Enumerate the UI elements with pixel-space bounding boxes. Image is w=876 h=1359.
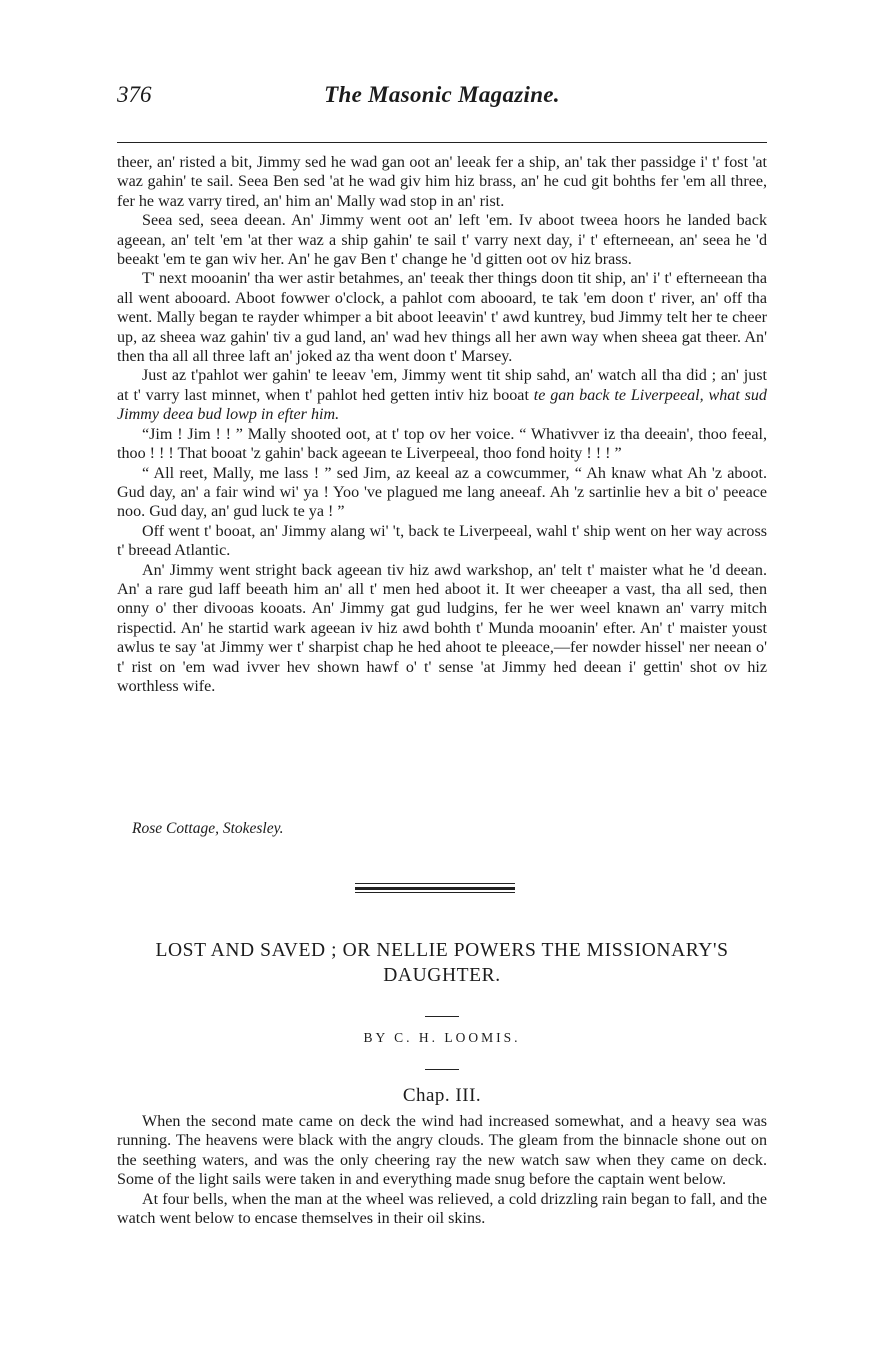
paragraph: T' next mooanin' tha wer astir betahmes, an' teeak ther things doon tit ship, an' i' t' efterneean tha all went abooard. Aboot fowwer o'clock, a pahlot com abooard, te tak 'em doon t' river, an' off tha went. Mally began te rayder whimper a bit aboot leeavin' t' awd kuntrey, bud Jimmy telt her te cheer up, az sheea waz gahin' tiv a gud land, an' wad hev things all her awn way when sheea gat theer. An' then tha all all three laft an' joked az tha went doon t' Marsey.: [117, 270, 767, 366]
section-divider: [355, 883, 515, 884]
paragraph-italic-text: te gan back te Liverpeeal, what sud Jimmy deea bud lowp in efter him.: [117, 386, 767, 424]
paragraph: “Jim ! Jim ! ! ” Mally shooted oot, at t' top ov her voice. “ Whativver iz tha deeain', thoo feeal, thoo ! ! ! That booat 'z gahin' back ageean te Liverpeeal, thoo fond hoity ! ! ! ”: [117, 425, 767, 463]
paragraph: Off went t' booat, an' Jimmy alang wi' 't, back te Liverpeeal, wahl t' ship went on her way across t' breead Atlantic.: [117, 522, 767, 560]
section-divider: [355, 892, 515, 893]
byline: BY C. H. LOOMIS.: [363, 1030, 521, 1045]
story2-text: [117, 1112, 767, 1228]
running-title: The Masonic Magazine.: [324, 82, 560, 107]
page-number: 376: [117, 82, 152, 107]
paragraph: theer, an' risted a bit, Jimmy sed he wad gan oot an' leeak fer a ship, an' tak ther passidge i' t' fost 'at waz gahin' te sail. Seea Ben sed 'at he wad giv him hiz brass, an' he cud git bohths fer 'em all three, fer he waz varry tired, an' him an' Mally wad stop in an' rist.: [117, 154, 767, 210]
title-rule: [425, 1016, 459, 1017]
author-location: Rose Cottage, Stokesley.: [132, 820, 284, 837]
paragraph: At four bells, when the man at the wheel was relieved, a cold drizzling rain began to fall, and the watch went below to encase themselves in their oil skins.: [117, 1190, 767, 1228]
header-rule: [117, 142, 767, 143]
section-divider: [355, 887, 515, 890]
paragraph: “ All reet, Mally, me lass ! ” sed Jim, az keeal az a cowcummer, “ Ah knaw what Ah 'z aboot. Gud day, an' a fair wind wi' ya ! Yoo 've plagued me lang aneeaf. Ah 'z sartinlie hev a bit o' peeace noo. Gud day, an' gud luck te ya ! ”: [117, 464, 767, 521]
paragraph: [117, 366, 767, 424]
chapter-heading: Chap. III.: [402, 1085, 482, 1106]
paragraph: Seea sed, seea deean. An' Jimmy went oot an' left 'em. Iv aboot tweea hoors he landed back ageean, an' telt 'em 'at ther waz a ship gahin' te sail t' varry next day, i' t' efterneean, an' seea he 'd beeakt 'em te gan wiv her. An' he gav Ben t' change he 'd gitten oot ov hiz brass.: [117, 212, 767, 269]
paragraph: When the second mate came on deck the wind had increased somewhat, and a heavy sea was running. The heavens were black with the angry clouds. The gleam from the binnacle shone out on the seething waters, and was the only cheering ray the new watch saw when they came on deck. Some of the light sails were taken in and everything made snug before the captain went below.: [117, 1113, 767, 1189]
page-header: [117, 82, 767, 116]
paragraph: An' Jimmy went stright back ageean tiv hiz awd warkshop, an' telt t' maister what he 'd deean. An' a rare gud laff beeath him an' all t' men hed aboot it. It wer cheeaper a vast, tha all sed, then onny o' ther divooas kooats. An' Jimmy gat gud ludgins, fer he wer weel knawn an' varry mitch rispectid. An' he startid wark ageean iv hiz awd bohth t' Munda mooanin' efter. An' t' maister youst awlus te say 'at Jimmy wer t' sharpist chap he hed ahoot te pleeace,—fer nowder hissel' ner neean o' t' rist on 'em wad ivver hev shown hawf o' t' sense 'at Jimmy hed deean i' gettin' shot ov hiz worthless wife.: [117, 561, 767, 695]
byline-rule: [425, 1069, 459, 1070]
paragraph-text: Just az t'pahlot wer gahin' te leeav 'em, Jimmy went tit ship sahd, an' watch all tha did ; an' just at t' varry last minnet, when t' pahlot hed getten intiv hiz booat: [117, 367, 767, 404]
story-title: LOST AND SAVED ; OR NELLIE POWERS THE MISSIONARY'S DAUGHTER.: [155, 940, 729, 986]
story1-text: [117, 153, 767, 696]
